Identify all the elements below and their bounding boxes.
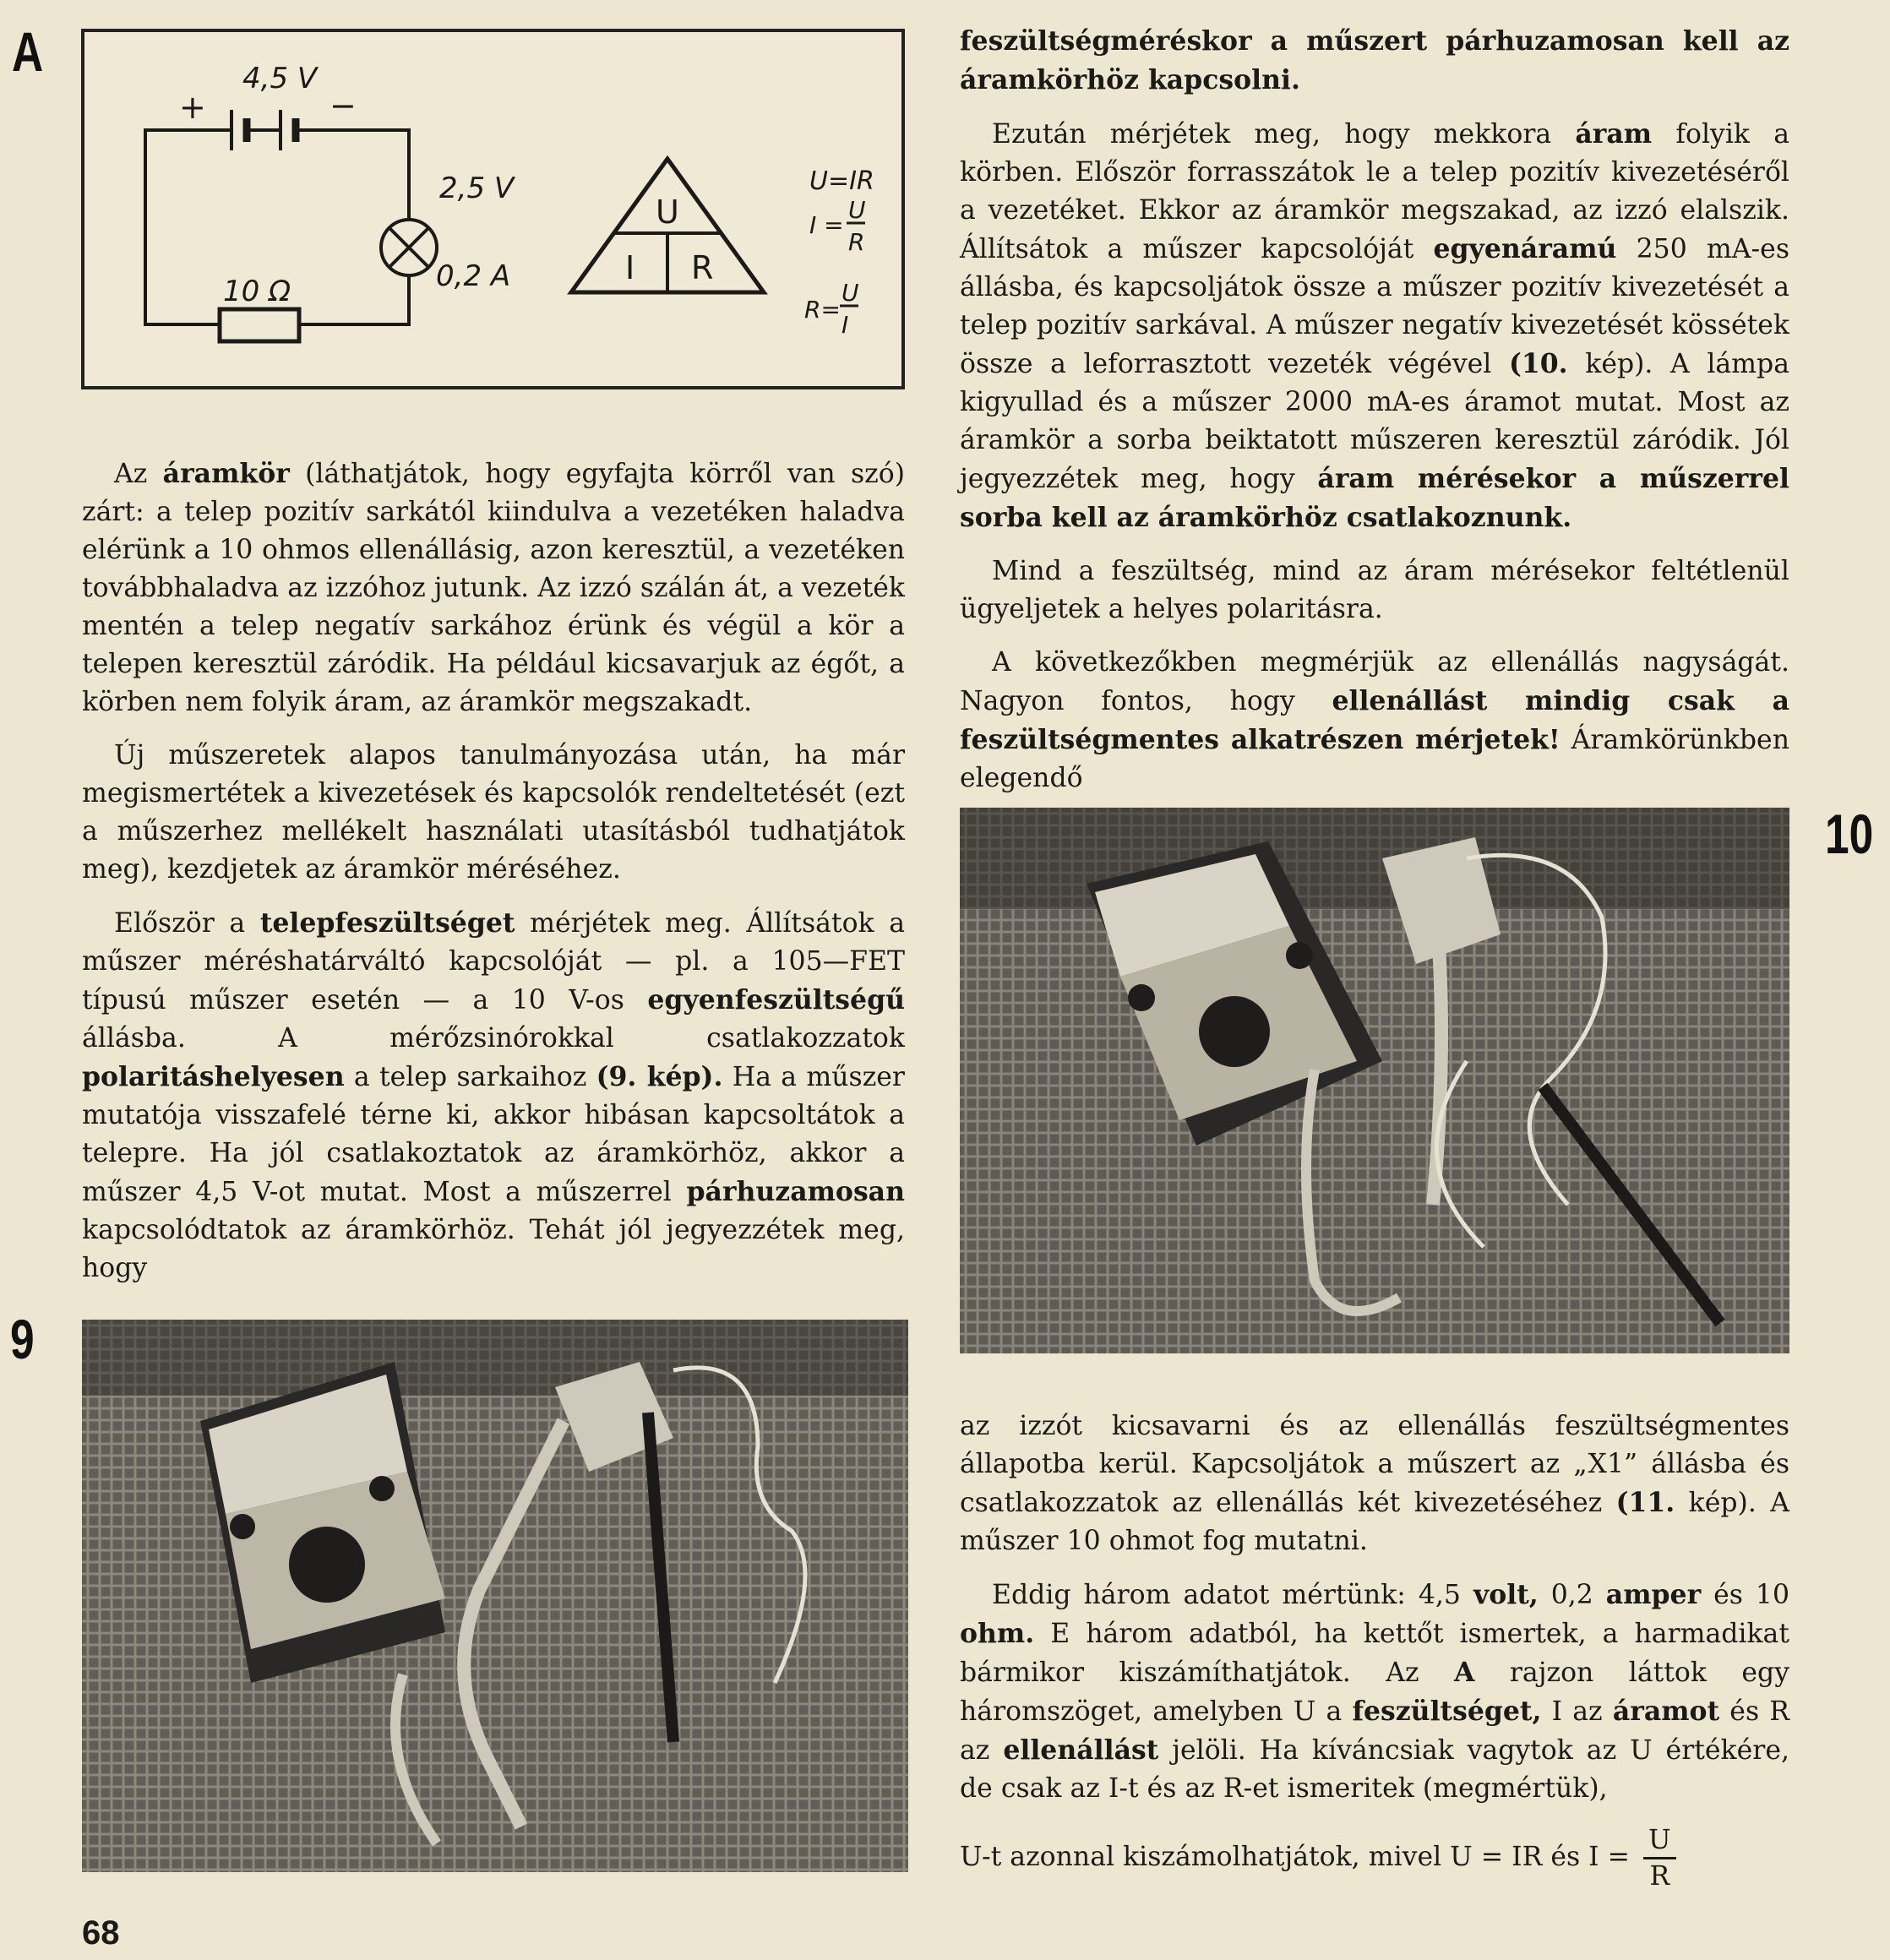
- right-paragraph-5: Eddig három adatot mértünk: 4,5 volt, 0,2 amper és 10 ohm. E három adatból, ha kettőt ismertek, a harmadikat bármikor kiszámíthatjátok. Az A rajzon láttok egy háromszöget, amelyben U a feszültséget, I az áramot és R az ellenállást jelöli. Ha kíváncsiak vagytok az U értékére, de csak az I-t és az R-et ismeritek (megmértük),: [960, 1579, 1790, 1804]
- formula-i-num: U: [848, 196, 866, 224]
- resistor-label: 10 Ω: [223, 275, 291, 308]
- formula-r-den: I: [842, 311, 849, 339]
- left-paragraph-3: Először a telepfeszültséget mérjétek meg. Állítsátok a műszer méréshatárváltó kapcsolóját — pl. a 105—FET típusú műszer esetén — a 10 V-os egyenfeszültségű állásba. A mérőzsinórokkal csatlakozzatok polaritáshelyesen a telep sarkaihoz (9. kép). Ha a műszer mutatója visszafelé térne ki, akkor hibásan kapcsoltátok a telepre. Ha jól csatlakoztatok az áramkörhöz, akkor a műszer 4,5 V-ot mutat. Most a műszerrel párhuzamosan kapcsolódtatok az áramkörhöz. Tehát jól jegyezzétek meg, hogy: [82, 907, 906, 1283]
- lamp-current-label: 0,2 A: [436, 259, 511, 293]
- lamp-voltage-label: 2,5 V: [439, 172, 515, 205]
- photo-9-multimeter-voltage: [82, 1320, 908, 1872]
- fraction-u-over-r: $\frac{U}{R}$: [1643, 1823, 1676, 1893]
- figure-label-a: A: [12, 20, 44, 83]
- circuit-diagram: [81, 29, 905, 389]
- right-paragraph-4: az izzót kicsavarni és az ellenállás feszültségmentes állapotba kerül. Kapcsoljátok a műszert az „X1” állásba és csatlakozzatok az ellenállás két kivezetéséhez (11. kép). A műszer 10 ohmot fog mutatni.: [960, 1411, 1789, 1556]
- page-number: 68: [82, 1914, 120, 1952]
- triangle-r: R: [691, 249, 714, 286]
- battery-voltage-label: 4,5 V: [242, 62, 318, 95]
- left-paragraph-2: Új műszeretek alapos tanulmányozása után, ha már megismertétek a kivezetések és kapcsolók rendeltetését (ezt a műszerhez mellékelt használati utasításból tudhatjátok meg), kezdjetek az áramkör méréséhez.: [82, 740, 905, 885]
- formula-i-den: R: [848, 228, 865, 256]
- figure-label-9: 9: [10, 1308, 35, 1370]
- formula-r-num: U: [842, 279, 859, 307]
- right-column-top: [960, 22, 1789, 813]
- right-paragraph-2: Mind a feszültség, mind az áram mérésekor feltétlenül ügyeljetek a helyes polaritásra.: [960, 556, 1789, 624]
- left-paragraph-1: Az áramkör (láthatjátok, hogy egyfajta körről van szó) zárt: a telep pozitív sarkától kiindulva a vezetéken haladva elérünk a 10 ohmos ellenállásig, azon keresztül, a vezetéken továbbhaladva az izzóhoz jutunk. Az izzó szálán át, a vezeték mentén a telep negatív sarkához érünk és végül a kör a telepen keresztül záródik. Ha például kicsavarjuk az égőt, a körben nem folyik áram, az áramkör megszakadt.: [82, 458, 906, 717]
- formula-r-lhs: R=: [804, 296, 841, 324]
- right-paragraph-6: U-t azonnal kiszámolhatjátok, mivel U = IR és I = $\frac{U}{R}$: [960, 1823, 1789, 1893]
- right-column-bottom: [960, 1407, 1789, 1908]
- battery-minus-sign: −: [330, 87, 357, 124]
- formula-u: U=IR: [809, 166, 874, 196]
- right-paragraph-0: feszültségméréskor a műszert párhuzamosan kell az áramkörhöz kapcsolni.: [960, 25, 1789, 95]
- triangle-u: U: [656, 193, 679, 231]
- figure-label-10: 10: [1825, 803, 1874, 865]
- right-paragraph-3: A következőkben megmérjük az ellenállás nagyságát. Nagyon fontos, hogy ellenállást mindig csak a feszültségmentes alkatrészen mérjetek! Áramkörünkben elegendő: [960, 647, 1789, 793]
- left-column: [82, 455, 905, 1303]
- triangle-i: I: [625, 249, 635, 286]
- circuit-drawing: [84, 32, 901, 386]
- right-paragraph-1: Ezután mérjétek meg, hogy mekkora áram folyik a körben. Először forrasszátok le a telep pozitív kivezetéséről a vezetéket. Ekkor az áramkör megszakad, az izzó elalszik. Állítsátok a műszer kapcsolóját egyenáramú 250 mA-es állásba, és kapcsoljátok össze a műszer pozitív kivezetését a telep pozitív sarkával. A műszer negatív kivezetését kössétek össze a leforrasztott vezeték végével (10. kép). A lámpa kigyullad és a műszer 2000 mA-es áramot mutat. Most az áramkör a sorba beiktatott műszeren keresztül záródik. Jól jegyezzétek meg, hogy áram mérésekor a műszerrel sorba kell az áramkörhöz csatlakoznunk.: [960, 118, 1790, 533]
- battery-plus-sign: +: [179, 89, 206, 126]
- photo-10-multimeter-current: [960, 808, 1789, 1353]
- formula-i-lhs: I =: [809, 211, 844, 239]
